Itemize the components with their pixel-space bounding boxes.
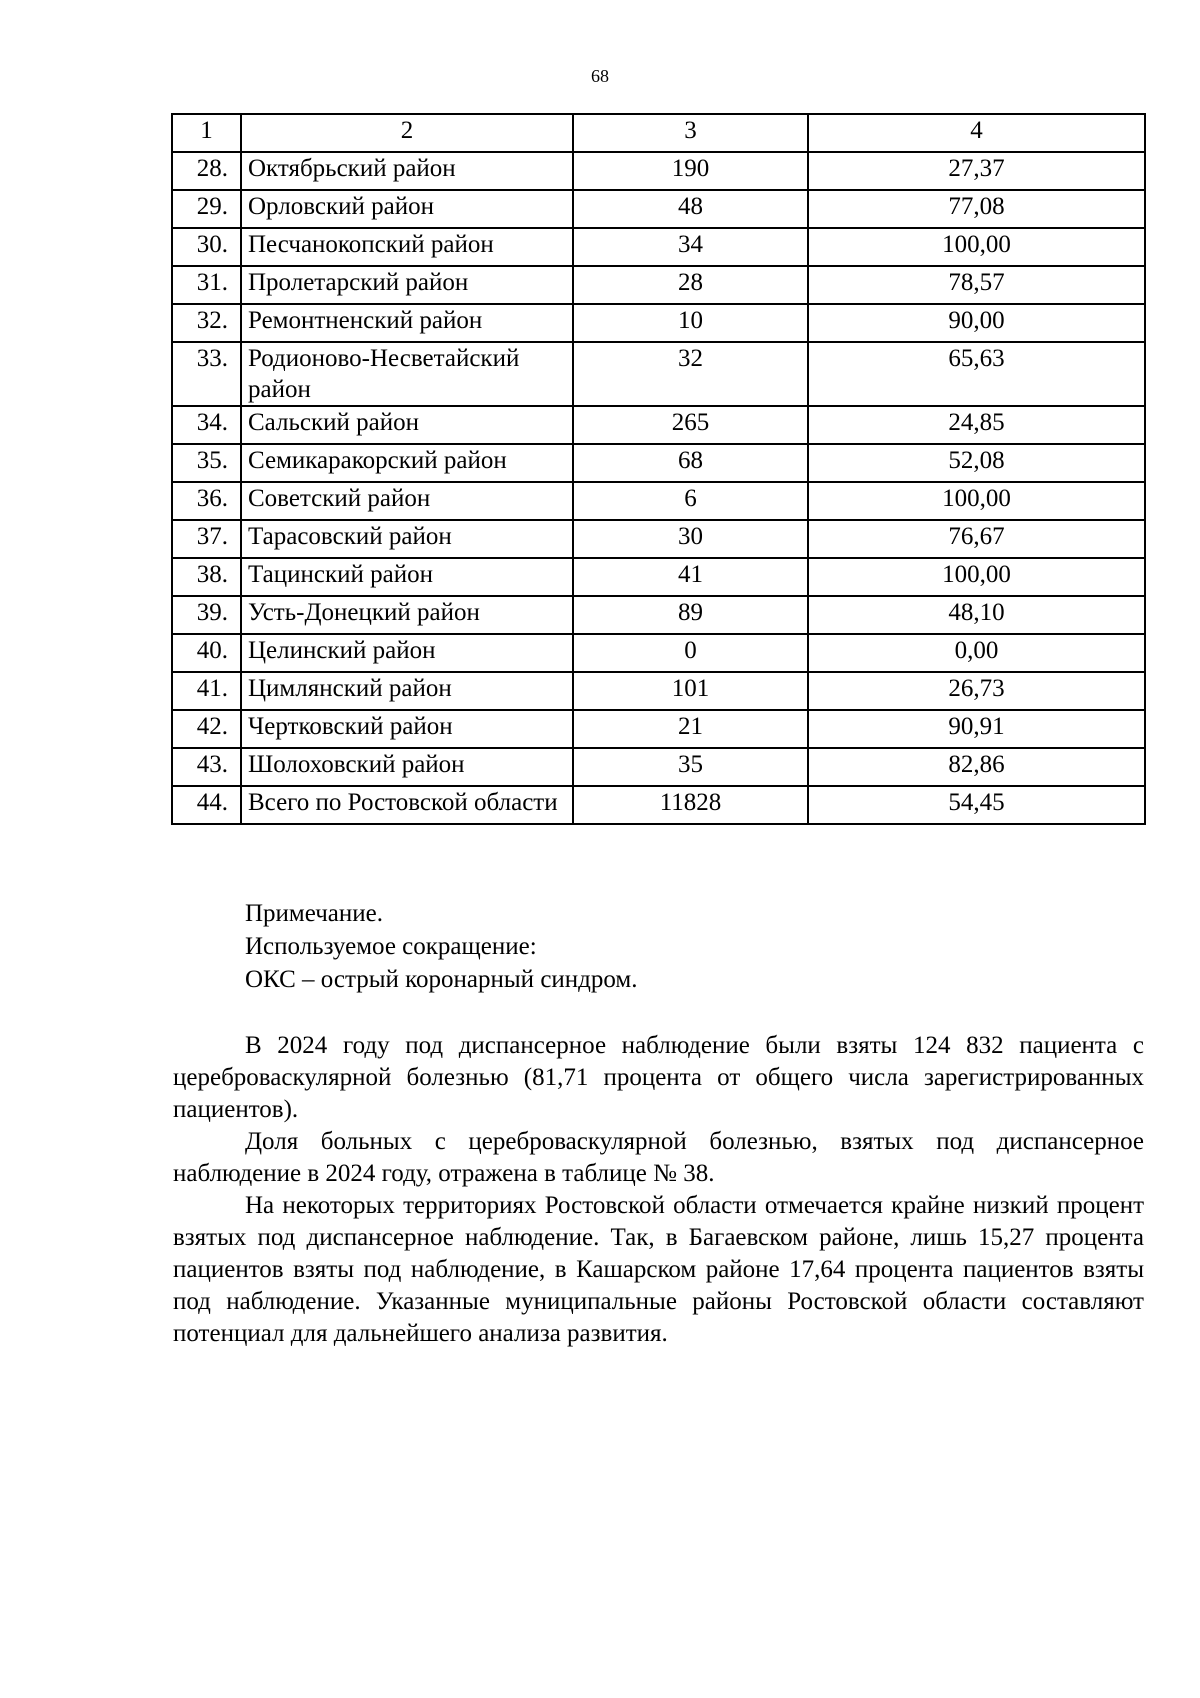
patient-count: 190: [573, 152, 808, 190]
row-number: 36.: [172, 482, 241, 520]
table-row: [172, 672, 1145, 710]
table-row: [172, 304, 1145, 342]
district-name: Шолоховский район: [241, 748, 573, 786]
table-row: [172, 596, 1145, 634]
body-paragraph-3: На некоторых территориях Ростовской области отмечается крайне низкий процент взятых под диспансерное наблюдение. Так, в Багаевском районе, лишь 15,27 процента пациентов взяты под наблюдение, в Кашарском районе 17,64 процента пациентов взяты под наблюдение. Указанные муниципальные районы Ростовской области составляют потенциал для дальнейшего анализа развития.: [173, 1192, 1144, 1347]
patient-count: 10: [573, 304, 808, 342]
patient-count: 265: [573, 406, 808, 444]
district-name: Песчанокопский район: [241, 228, 573, 266]
header-col-2: 2: [241, 114, 573, 152]
percent-value: 90,00: [808, 304, 1145, 342]
patient-count: 34: [573, 228, 808, 266]
patient-count: 21: [573, 710, 808, 748]
row-number: 41.: [172, 672, 241, 710]
district-name: Усть-Донецкий район: [241, 596, 573, 634]
note-abbr: ОКС – острый коронарный синдром.: [245, 966, 638, 993]
district-name: Родионово-Несветайский район: [241, 342, 573, 406]
row-number: 29.: [172, 190, 241, 228]
row-number: 28.: [172, 152, 241, 190]
percent-value: 48,10: [808, 596, 1145, 634]
row-number: 35.: [172, 444, 241, 482]
row-number: 33.: [172, 342, 241, 406]
percent-value: 78,57: [808, 266, 1145, 304]
percent-value: 82,86: [808, 748, 1145, 786]
patient-count: 32: [573, 342, 808, 406]
page-number: 68: [591, 66, 609, 86]
table-row: [172, 482, 1145, 520]
header-col-3: 3: [573, 114, 808, 152]
district-name: Советский район: [241, 482, 573, 520]
body-paragraph-2: Доля больных с цереброваскулярной болезнью, взятых под диспансерное наблюдение в 2024 году, отражена в таблице № 38.: [173, 1128, 1144, 1187]
percent-value: 52,08: [808, 444, 1145, 482]
district-table: [171, 113, 1146, 825]
percent-value: 54,45: [808, 786, 1145, 824]
percent-value: 0,00: [808, 634, 1145, 672]
row-number: 42.: [172, 710, 241, 748]
table-row: [172, 266, 1145, 304]
row-number: 40.: [172, 634, 241, 672]
district-name: Октябрьский район: [241, 152, 573, 190]
percent-value: 100,00: [808, 228, 1145, 266]
patient-count: 68: [573, 444, 808, 482]
row-number: 30.: [172, 228, 241, 266]
table-note: [245, 897, 637, 996]
table-row: [172, 190, 1145, 228]
percent-value: 77,08: [808, 190, 1145, 228]
row-number: 44.: [172, 786, 241, 824]
patient-count: 35: [573, 748, 808, 786]
table-row: [172, 748, 1145, 786]
percent-value: 76,67: [808, 520, 1145, 558]
district-name: Тацинский район: [241, 558, 573, 596]
percent-value: 27,37: [808, 152, 1145, 190]
table-row: [172, 520, 1145, 558]
header-col-4: 4: [808, 114, 1145, 152]
district-name: Сальский район: [241, 406, 573, 444]
row-number: 39.: [172, 596, 241, 634]
district-name: Ремонтненский район: [241, 304, 573, 342]
percent-value: 24,85: [808, 406, 1145, 444]
table-row: [172, 228, 1145, 266]
table-row: [172, 786, 1145, 824]
row-number: 31.: [172, 266, 241, 304]
patient-count: 28: [573, 266, 808, 304]
patient-count: 41: [573, 558, 808, 596]
district-name: Тарасовский район: [241, 520, 573, 558]
row-number: 32.: [172, 304, 241, 342]
table-row: [172, 558, 1145, 596]
district-name: Всего по Ростовской области: [241, 786, 573, 824]
district-name: Орловский район: [241, 190, 573, 228]
table-row: [172, 634, 1145, 672]
patient-count: 0: [573, 634, 808, 672]
note-title: Примечание.: [245, 900, 384, 927]
patient-count: 6: [573, 482, 808, 520]
table-row: [172, 406, 1145, 444]
percent-value: 100,00: [808, 558, 1145, 596]
patient-count: 89: [573, 596, 808, 634]
table-row: [172, 710, 1145, 748]
row-number: 38.: [172, 558, 241, 596]
table-header-row: [172, 114, 1145, 152]
district-name: Чертковский район: [241, 710, 573, 748]
note-abbr-intro: Используемое сокращение:: [245, 933, 537, 960]
table-row: [172, 152, 1145, 190]
row-number: 34.: [172, 406, 241, 444]
row-number: 37.: [172, 520, 241, 558]
header-col-1: 1: [172, 114, 241, 152]
table-row: [172, 444, 1145, 482]
percent-value: 100,00: [808, 482, 1145, 520]
district-name: Цимлянский район: [241, 672, 573, 710]
percent-value: 65,63: [808, 342, 1145, 406]
district-name: Семикаракорский район: [241, 444, 573, 482]
patient-count: 11828: [573, 786, 808, 824]
patient-count: 48: [573, 190, 808, 228]
row-number: 43.: [172, 748, 241, 786]
district-name: Целинский район: [241, 634, 573, 672]
body-paragraph-1: В 2024 году под диспансерное наблюдение были взяты 124 832 пациента с цереброваскулярной болезнью (81,71 процента от общего числа зарегистрированных пациентов).: [173, 1032, 1144, 1123]
district-name: Пролетарский район: [241, 266, 573, 304]
table-row: [172, 342, 1145, 406]
patient-count: 30: [573, 520, 808, 558]
patient-count: 101: [573, 672, 808, 710]
percent-value: 26,73: [808, 672, 1145, 710]
percent-value: 90,91: [808, 710, 1145, 748]
